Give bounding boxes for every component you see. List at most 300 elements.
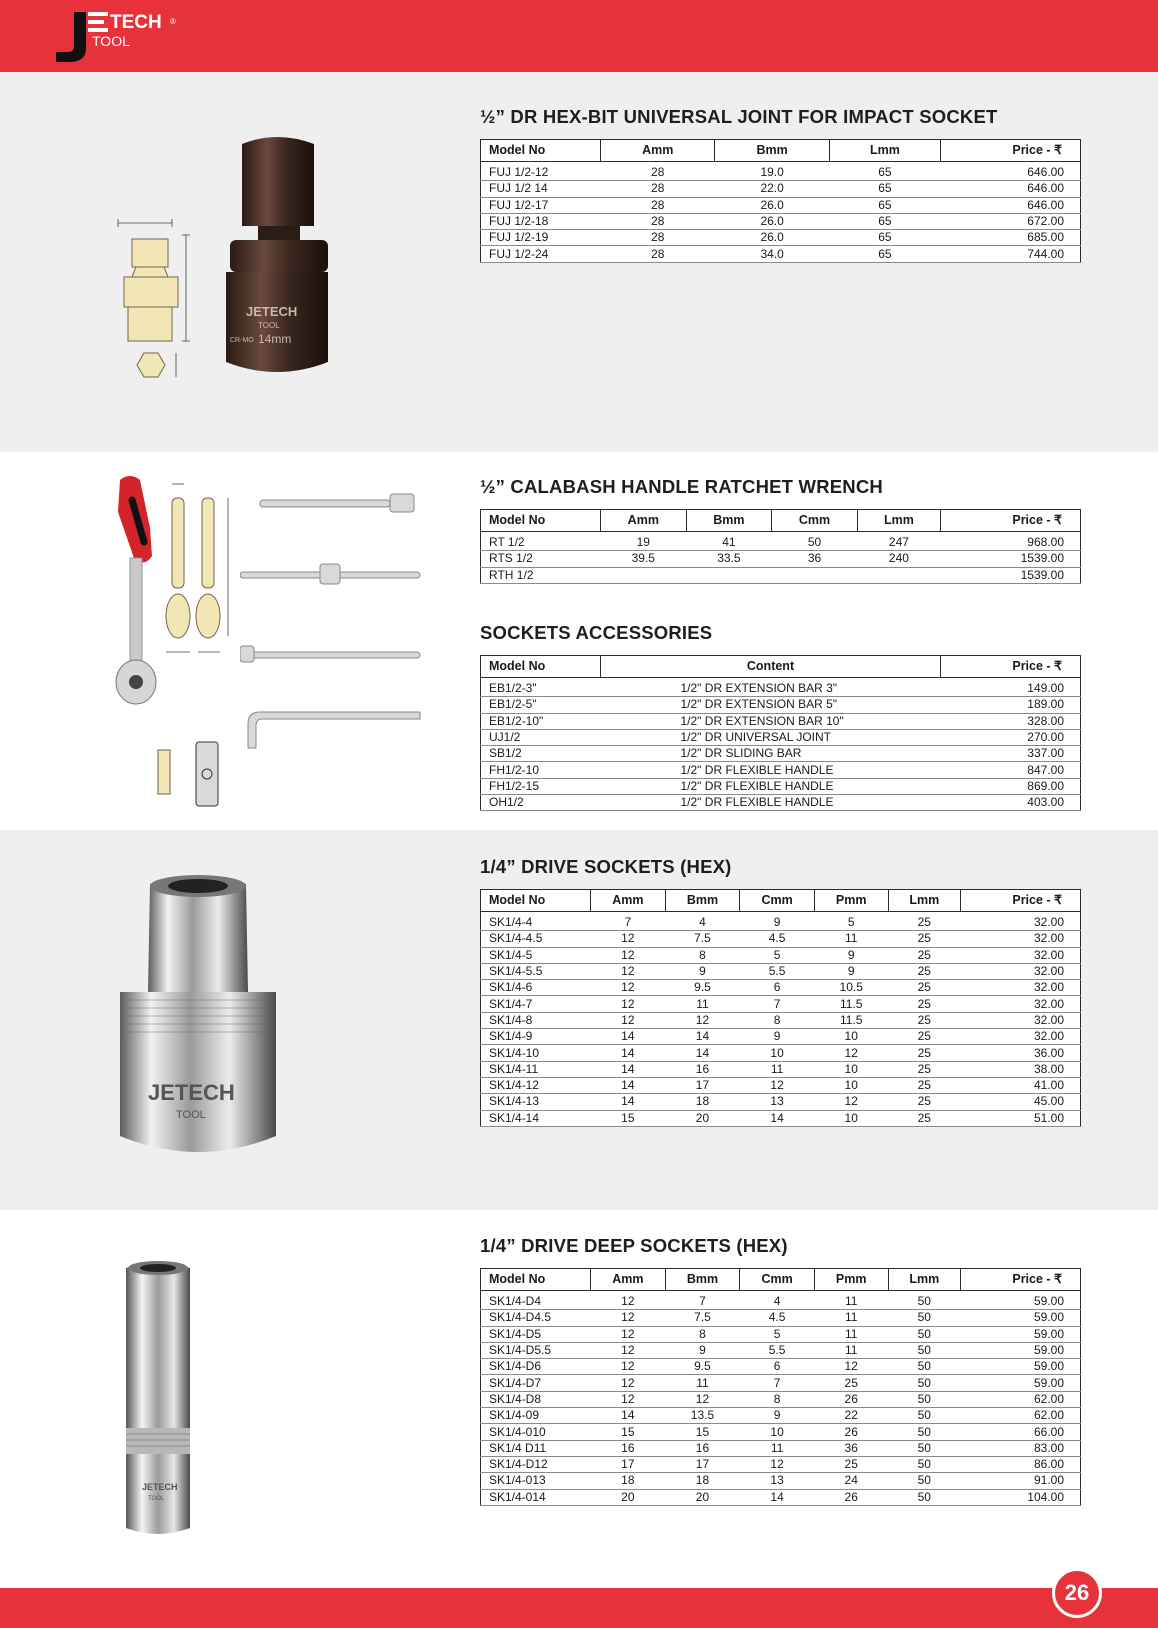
- cell-bmm: 9.5: [665, 980, 740, 996]
- cell-price: 1539.00: [941, 551, 1081, 567]
- table-row: [481, 996, 1081, 1012]
- svg-text:TOOL: TOOL: [92, 33, 130, 49]
- cell-pmm: 36: [814, 1440, 888, 1456]
- cell-lmm: 25: [888, 1061, 961, 1077]
- table-row: [481, 1456, 1081, 1472]
- cell-model: SK1/4-D6: [481, 1359, 591, 1375]
- brand-logo: [52, 4, 202, 66]
- cell-price: 328.00: [941, 713, 1081, 729]
- cell-lmm: 25: [888, 1012, 961, 1028]
- cell-bmm: 14: [665, 1045, 740, 1061]
- cell-price: 62.00: [961, 1408, 1081, 1424]
- cell-model: SK1/4-9: [481, 1029, 591, 1045]
- cell-lmm: 50: [888, 1391, 961, 1407]
- col-header-bmm: Bmm: [665, 890, 740, 912]
- cell-pmm: 11: [814, 1310, 888, 1326]
- table-row: [481, 746, 1081, 762]
- table-row: [481, 1110, 1081, 1126]
- table-row: [481, 947, 1081, 963]
- cell-cmm: 9: [740, 1408, 815, 1424]
- cell-bmm: 26.0: [715, 230, 829, 246]
- cell-bmm: 12: [665, 1391, 740, 1407]
- cell-amm: 12: [591, 963, 666, 979]
- table-row: [481, 1029, 1081, 1045]
- cell-model: SK1/4-8: [481, 1012, 591, 1028]
- cell-amm: 12: [591, 996, 666, 1012]
- ratchet-wrench-diagram: [160, 476, 236, 666]
- table-row: [481, 1094, 1081, 1110]
- table-row: [481, 535, 1081, 551]
- cell-bmm: 17: [665, 1456, 740, 1472]
- cell-cmm: 11: [740, 1440, 815, 1456]
- svg-text:14mm: 14mm: [258, 332, 292, 346]
- cell-price: 646.00: [941, 197, 1081, 213]
- cell-pmm: 26: [814, 1489, 888, 1505]
- cell-amm: 12: [591, 980, 666, 996]
- cell-lmm: 240: [857, 551, 940, 567]
- cell-bmm: 26.0: [715, 197, 829, 213]
- cell-content: 1/2" DR FLEXIBLE HANDLE: [601, 795, 941, 811]
- cell-price: 62.00: [961, 1391, 1081, 1407]
- cell-pmm: 26: [814, 1391, 888, 1407]
- col-header-content: Content: [601, 656, 941, 678]
- cell-pmm: 10: [814, 1110, 888, 1126]
- cell-price: 59.00: [961, 1294, 1081, 1310]
- cell-price: 59.00: [961, 1342, 1081, 1358]
- page-number: 26: [1052, 1568, 1102, 1618]
- cell-model: SK1/4-D7: [481, 1375, 591, 1391]
- cell-lmm: 50: [888, 1310, 961, 1326]
- section-title-drive-sockets: 1/4” DRIVE SOCKETS (HEX): [480, 856, 732, 877]
- cell-price: 646.00: [941, 165, 1081, 181]
- cell-lmm: 25: [888, 1110, 961, 1126]
- cell-bmm: 8: [665, 947, 740, 963]
- cell-cmm: 7: [740, 996, 815, 1012]
- table-row: [481, 915, 1081, 931]
- table-row: [481, 1326, 1081, 1342]
- cell-amm: 17: [591, 1456, 666, 1472]
- cell-pmm: 10.5: [814, 980, 888, 996]
- svg-text:CR-MO: CR-MO: [230, 337, 254, 344]
- table-row: [481, 697, 1081, 713]
- cell-amm: 28: [601, 181, 715, 197]
- cell-model: SK1/4-13: [481, 1094, 591, 1110]
- cell-content: 1/2" DR EXTENSION BAR 5": [601, 697, 941, 713]
- cell-model: UJ1/2: [481, 729, 601, 745]
- col-header-price: Price - ₹: [941, 140, 1081, 162]
- table-row: [481, 1077, 1081, 1093]
- svg-text:JETECH: JETECH: [246, 304, 298, 319]
- cell-price: 32.00: [961, 1012, 1081, 1028]
- table-row: [481, 762, 1081, 778]
- cell-price: 86.00: [961, 1456, 1081, 1472]
- cell-pmm: 12: [814, 1094, 888, 1110]
- cell-cmm: 14: [740, 1110, 815, 1126]
- cell-price: 104.00: [961, 1489, 1081, 1505]
- cell-price: 59.00: [961, 1310, 1081, 1326]
- cell-price: 270.00: [941, 729, 1081, 745]
- cell-bmm: 19.0: [715, 165, 829, 181]
- cell-cmm: 36: [772, 551, 858, 567]
- cell-pmm: 10: [814, 1061, 888, 1077]
- svg-text:TOOL: TOOL: [148, 1496, 165, 1502]
- cell-price: 149.00: [941, 681, 1081, 697]
- cell-amm: 14: [591, 1045, 666, 1061]
- cell-price: 744.00: [941, 246, 1081, 262]
- cell-lmm: 50: [888, 1489, 961, 1505]
- col-header-price: Price - ₹: [941, 656, 1081, 678]
- col-header-lmm: Lmm: [857, 510, 940, 532]
- cell-lmm: 50: [888, 1408, 961, 1424]
- cell-price: 59.00: [961, 1375, 1081, 1391]
- cell-bmm: 8: [665, 1326, 740, 1342]
- col-header-cmm: Cmm: [740, 1269, 815, 1291]
- col-header-price: Price - ₹: [961, 890, 1081, 912]
- universal-joint-photo: [222, 130, 332, 385]
- table-drive-sockets: [480, 889, 1081, 1127]
- table-header-row: [481, 510, 1081, 532]
- cell-price: 646.00: [941, 181, 1081, 197]
- cell-amm: [601, 567, 687, 583]
- cell-amm: 14: [591, 1029, 666, 1045]
- svg-text:JETECH: JETECH: [148, 1080, 235, 1105]
- cell-cmm: 14: [740, 1489, 815, 1505]
- cell-cmm: 5.5: [740, 1342, 815, 1358]
- cell-price: 32.00: [961, 963, 1081, 979]
- cell-lmm: 50: [888, 1473, 961, 1489]
- table-row: [481, 1473, 1081, 1489]
- cell-bmm: [686, 567, 772, 583]
- cell-lmm: 65: [829, 213, 940, 229]
- cell-cmm: 4.5: [740, 931, 815, 947]
- cell-cmm: 5: [740, 1326, 815, 1342]
- section-title-sockets-accessories: SOCKETS ACCESSORIES: [480, 622, 713, 643]
- cell-model: SK1/4-5.5: [481, 963, 591, 979]
- cell-bmm: 34.0: [715, 246, 829, 262]
- cell-amm: 14: [591, 1061, 666, 1077]
- cell-model: SK1/4-D5.5: [481, 1342, 591, 1358]
- cell-amm: 12: [591, 947, 666, 963]
- cell-model: SK1/4-D4.5: [481, 1310, 591, 1326]
- table-row: [481, 197, 1081, 213]
- table-row: [481, 1310, 1081, 1326]
- cell-bmm: 14: [665, 1029, 740, 1045]
- cell-price: 91.00: [961, 1473, 1081, 1489]
- cell-amm: 28: [601, 165, 715, 181]
- col-header-model: Model No: [481, 140, 601, 162]
- cell-bmm: 18: [665, 1094, 740, 1110]
- cell-amm: 15: [591, 1424, 666, 1440]
- cell-price: 32.00: [961, 1029, 1081, 1045]
- table-row: [481, 246, 1081, 262]
- cell-amm: 14: [591, 1077, 666, 1093]
- cell-price: 968.00: [941, 535, 1081, 551]
- cell-cmm: 9: [740, 1029, 815, 1045]
- cell-cmm: 6: [740, 980, 815, 996]
- cell-bmm: 11: [665, 1375, 740, 1391]
- cell-price: 66.00: [961, 1424, 1081, 1440]
- cell-pmm: 11: [814, 1326, 888, 1342]
- table-row: [481, 980, 1081, 996]
- cell-model: FUJ 1/2 14: [481, 181, 601, 197]
- col-header-cmm: Cmm: [772, 510, 858, 532]
- cell-amm: 12: [591, 1342, 666, 1358]
- cell-price: 1539.00: [941, 567, 1081, 583]
- cell-amm: 18: [591, 1473, 666, 1489]
- table-row: [481, 1424, 1081, 1440]
- table-ratchet-wrench: [480, 509, 1081, 584]
- cell-model: FH1/2-10: [481, 762, 601, 778]
- table-row: [481, 1294, 1081, 1310]
- cell-model: SK1/4-D4: [481, 1294, 591, 1310]
- table-header-row: [481, 1269, 1081, 1291]
- cell-bmm: 13.5: [665, 1408, 740, 1424]
- cell-price: 41.00: [961, 1077, 1081, 1093]
- cell-bmm: 26.0: [715, 213, 829, 229]
- table-header-row: [481, 140, 1081, 162]
- cell-amm: 12: [591, 1391, 666, 1407]
- col-header-lmm: Lmm: [888, 890, 961, 912]
- cell-amm: 39.5: [601, 551, 687, 567]
- cell-model: SK1/4-D8: [481, 1391, 591, 1407]
- cell-content: 1/2" DR EXTENSION BAR 10": [601, 713, 941, 729]
- cell-lmm: 50: [888, 1456, 961, 1472]
- cell-cmm: 12: [740, 1077, 815, 1093]
- cell-cmm: 5.5: [740, 963, 815, 979]
- cell-bmm: 4: [665, 915, 740, 931]
- table-row: [481, 963, 1081, 979]
- table-row: [481, 1342, 1081, 1358]
- cell-pmm: 11.5: [814, 996, 888, 1012]
- cell-lmm: 25: [888, 996, 961, 1012]
- cell-bmm: 11: [665, 996, 740, 1012]
- cell-bmm: 33.5: [686, 551, 772, 567]
- table-row: [481, 213, 1081, 229]
- section-title-universal-joint: ½” DR HEX-BIT UNIVERSAL JOINT FOR IMPACT SOCKET: [480, 106, 998, 127]
- cell-lmm: 50: [888, 1440, 961, 1456]
- cell-price: 847.00: [941, 762, 1081, 778]
- cell-model: SK1/4-010: [481, 1424, 591, 1440]
- cell-price: 59.00: [961, 1359, 1081, 1375]
- cell-lmm: 65: [829, 181, 940, 197]
- cell-amm: 28: [601, 246, 715, 262]
- col-header-amm: Amm: [601, 140, 715, 162]
- cell-lmm: 25: [888, 963, 961, 979]
- cell-cmm: 50: [772, 535, 858, 551]
- cell-bmm: 41: [686, 535, 772, 551]
- cell-lmm: 65: [829, 246, 940, 262]
- col-header-model: Model No: [481, 890, 591, 912]
- cell-content: 1/2" DR FLEXIBLE HANDLE: [601, 778, 941, 794]
- cell-amm: 14: [591, 1408, 666, 1424]
- cell-bmm: 20: [665, 1489, 740, 1505]
- cell-model: SK1/4-09: [481, 1408, 591, 1424]
- table-row: [481, 1012, 1081, 1028]
- cell-amm: 14: [591, 1094, 666, 1110]
- cell-pmm: 24: [814, 1473, 888, 1489]
- cell-amm: 12: [591, 931, 666, 947]
- cell-price: 32.00: [961, 980, 1081, 996]
- table-row: [481, 1489, 1081, 1505]
- table-row: [481, 1408, 1081, 1424]
- cell-bmm: 20: [665, 1110, 740, 1126]
- cell-model: SK1/4-14: [481, 1110, 591, 1126]
- cell-model: OH1/2: [481, 795, 601, 811]
- cell-lmm: [857, 567, 940, 583]
- col-header-amm: Amm: [591, 1269, 666, 1291]
- cell-cmm: 11: [740, 1061, 815, 1077]
- cell-model: SK1/4-4: [481, 915, 591, 931]
- cell-pmm: 25: [814, 1375, 888, 1391]
- cell-price: 32.00: [961, 931, 1081, 947]
- cell-bmm: 7: [665, 1294, 740, 1310]
- cell-cmm: 10: [740, 1424, 815, 1440]
- cell-bmm: 9.5: [665, 1359, 740, 1375]
- table-header-row: [481, 656, 1081, 678]
- table-sockets-accessories: [480, 655, 1081, 811]
- cell-bmm: 18: [665, 1473, 740, 1489]
- cell-cmm: 10: [740, 1045, 815, 1061]
- svg-text:TOOL: TOOL: [176, 1109, 206, 1121]
- cell-lmm: 65: [829, 165, 940, 181]
- cell-price: 337.00: [941, 746, 1081, 762]
- col-header-pmm: Pmm: [814, 1269, 888, 1291]
- cell-model: SK1/4-10: [481, 1045, 591, 1061]
- cell-pmm: 25: [814, 1456, 888, 1472]
- cell-amm: 19: [601, 535, 687, 551]
- cell-price: 38.00: [961, 1061, 1081, 1077]
- cell-price: 36.00: [961, 1045, 1081, 1061]
- col-header-price: Price - ₹: [941, 510, 1081, 532]
- cell-bmm: 22.0: [715, 181, 829, 197]
- cell-model: FH1/2-15: [481, 778, 601, 794]
- cell-model: RTS 1/2: [481, 551, 601, 567]
- cell-bmm: 9: [665, 963, 740, 979]
- cell-bmm: 7.5: [665, 931, 740, 947]
- cell-price: 59.00: [961, 1326, 1081, 1342]
- cell-model: EB1/2-5": [481, 697, 601, 713]
- cell-cmm: 5: [740, 947, 815, 963]
- cell-amm: 12: [591, 1359, 666, 1375]
- table-row: [481, 729, 1081, 745]
- cell-pmm: 10: [814, 1077, 888, 1093]
- cell-model: SK1/4-D5: [481, 1326, 591, 1342]
- cell-model: SK1/4-D12: [481, 1456, 591, 1472]
- cell-amm: 12: [591, 1294, 666, 1310]
- cell-pmm: 11.5: [814, 1012, 888, 1028]
- table-row: [481, 1375, 1081, 1391]
- col-header-bmm: Bmm: [665, 1269, 740, 1291]
- cell-pmm: 22: [814, 1408, 888, 1424]
- universal-joint-diagram: [110, 205, 200, 395]
- table-row: [481, 181, 1081, 197]
- cell-bmm: 16: [665, 1061, 740, 1077]
- cell-pmm: 5: [814, 915, 888, 931]
- cell-content: 1/2" DR FLEXIBLE HANDLE: [601, 762, 941, 778]
- section-title-deep-sockets: 1/4” DRIVE DEEP SOCKETS (HEX): [480, 1235, 788, 1256]
- cell-model: SK1/4-12: [481, 1077, 591, 1093]
- cell-model: EB1/2-10": [481, 713, 601, 729]
- cell-amm: 12: [591, 1310, 666, 1326]
- cell-cmm: 8: [740, 1012, 815, 1028]
- cell-model: SK1/4-5: [481, 947, 591, 963]
- svg-text:JETECH: JETECH: [142, 1482, 178, 1492]
- cell-pmm: 9: [814, 963, 888, 979]
- cell-price: 51.00: [961, 1110, 1081, 1126]
- svg-text:®: ®: [170, 17, 176, 26]
- cell-model: SK1/4-014: [481, 1489, 591, 1505]
- cell-content: 1/2" DR UNIVERSAL JOINT: [601, 729, 941, 745]
- cell-lmm: 50: [888, 1359, 961, 1375]
- cell-price: 32.00: [961, 915, 1081, 931]
- cell-lmm: 25: [888, 1077, 961, 1093]
- cell-bmm: 15: [665, 1424, 740, 1440]
- cell-price: 32.00: [961, 996, 1081, 1012]
- cell-lmm: 25: [888, 1029, 961, 1045]
- cell-cmm: 13: [740, 1094, 815, 1110]
- cell-pmm: 12: [814, 1359, 888, 1375]
- cell-amm: 15: [591, 1110, 666, 1126]
- cell-price: 672.00: [941, 213, 1081, 229]
- table-row: [481, 1061, 1081, 1077]
- col-header-lmm: Lmm: [888, 1269, 961, 1291]
- cell-model: EB1/2-3": [481, 681, 601, 697]
- table-universal-joint: [480, 139, 1081, 263]
- cell-amm: 12: [591, 1012, 666, 1028]
- table-row: [481, 1391, 1081, 1407]
- deep-socket-photo: [122, 1258, 194, 1538]
- cell-lmm: 25: [888, 931, 961, 947]
- table-row: [481, 713, 1081, 729]
- cell-model: SK1/4-013: [481, 1473, 591, 1489]
- cell-cmm: 4: [740, 1294, 815, 1310]
- cell-lmm: 25: [888, 915, 961, 931]
- table-row: [481, 230, 1081, 246]
- table-row: [481, 1440, 1081, 1456]
- cell-pmm: 26: [814, 1424, 888, 1440]
- socket-accessories-photo: [240, 486, 430, 766]
- table-row: [481, 1359, 1081, 1375]
- cell-pmm: 12: [814, 1045, 888, 1061]
- cell-amm: 20: [591, 1489, 666, 1505]
- cell-amm: 28: [601, 230, 715, 246]
- cell-model: FUJ 1/2-18: [481, 213, 601, 229]
- col-header-amm: Amm: [601, 510, 687, 532]
- table-row: [481, 931, 1081, 947]
- cell-price: 45.00: [961, 1094, 1081, 1110]
- cell-lmm: 25: [888, 1045, 961, 1061]
- cell-bmm: 12: [665, 1012, 740, 1028]
- svg-text:TOOL: TOOL: [258, 321, 280, 330]
- col-header-bmm: Bmm: [686, 510, 772, 532]
- cell-bmm: 17: [665, 1077, 740, 1093]
- universal-joint-accessory-diagram: [150, 740, 240, 810]
- col-header-lmm: Lmm: [829, 140, 940, 162]
- cell-model: FUJ 1/2-24: [481, 246, 601, 262]
- cell-cmm: 12: [740, 1456, 815, 1472]
- table-row: [481, 1045, 1081, 1061]
- cell-cmm: 9: [740, 915, 815, 931]
- cell-content: 1/2" DR EXTENSION BAR 3": [601, 681, 941, 697]
- cell-lmm: 50: [888, 1375, 961, 1391]
- cell-price: 83.00: [961, 1440, 1081, 1456]
- cell-lmm: 50: [888, 1326, 961, 1342]
- col-header-model: Model No: [481, 656, 601, 678]
- drive-socket-photo: [114, 874, 282, 1164]
- col-header-amm: Amm: [591, 890, 666, 912]
- cell-price: 32.00: [961, 947, 1081, 963]
- cell-model: SK1/4-6: [481, 980, 591, 996]
